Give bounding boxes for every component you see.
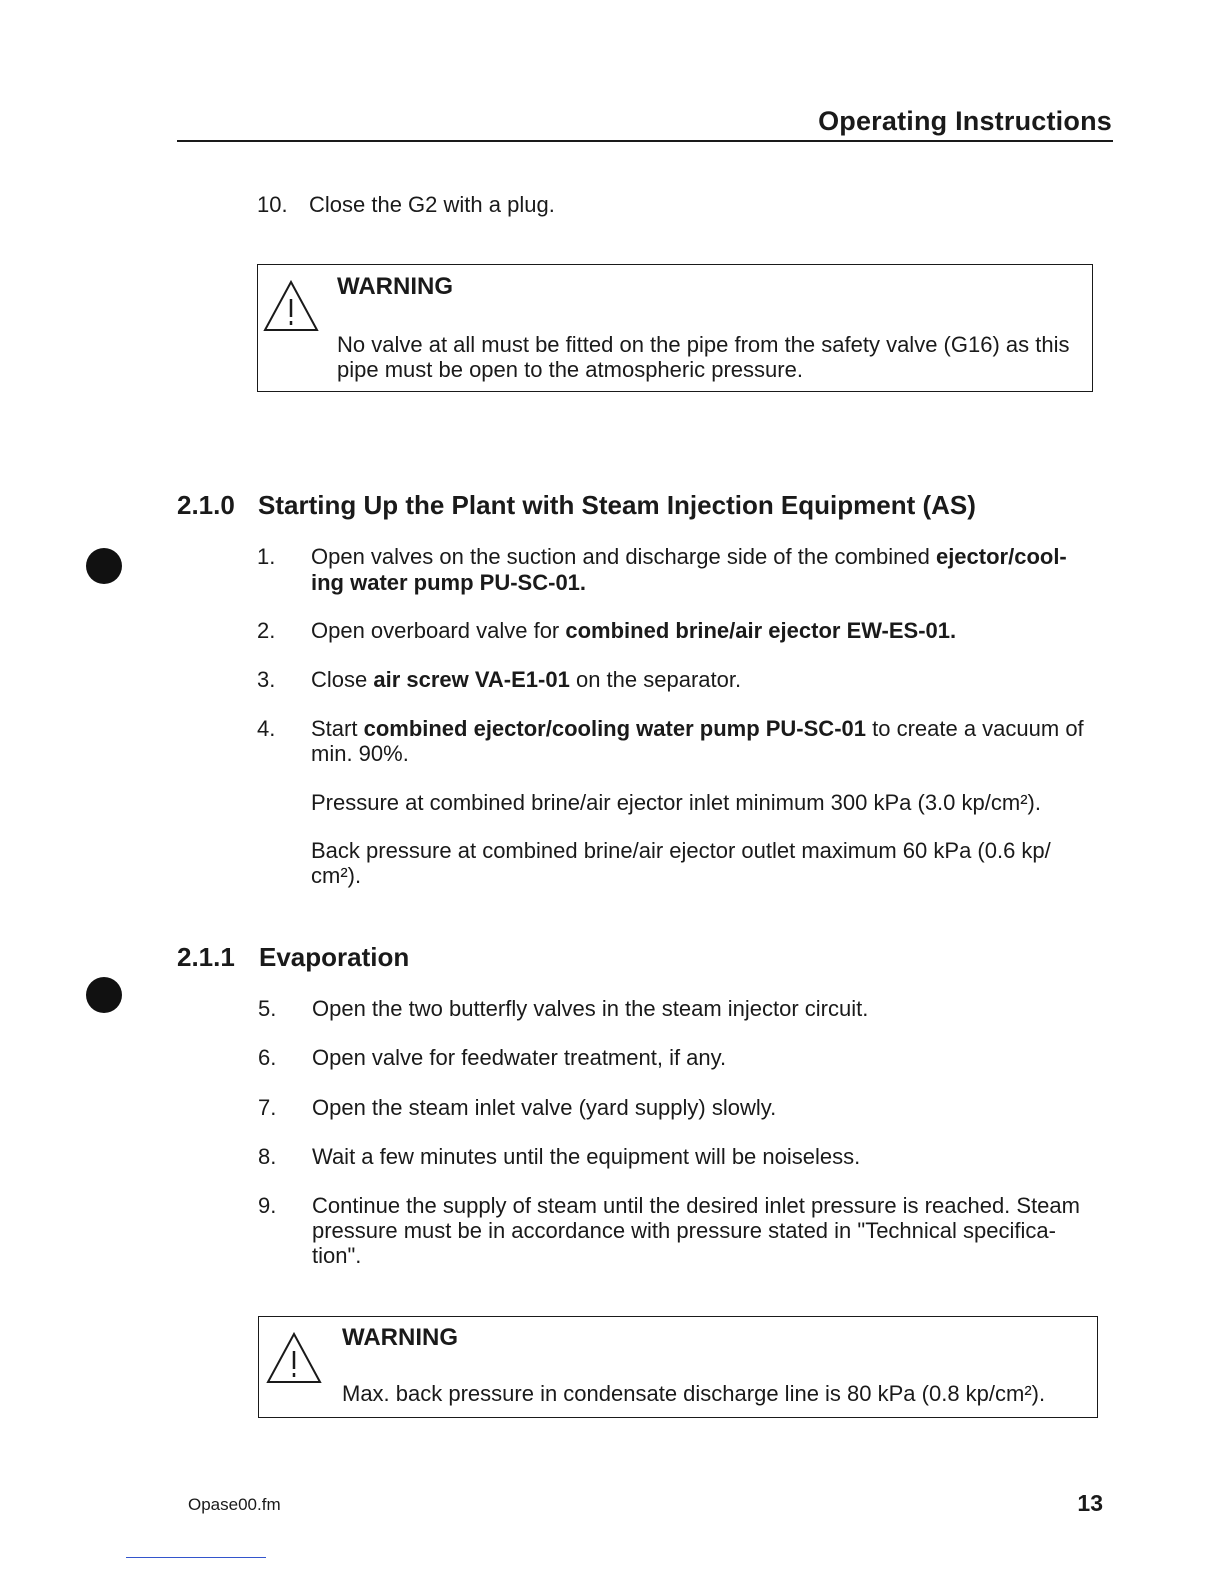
step-number: 3.	[257, 667, 276, 692]
step-text: Close air screw VA-E1-01 on the separator.	[311, 667, 742, 692]
step-number: 9.	[258, 1193, 277, 1218]
step-text: Wait a few minutes until the equipment will be noiseless.	[312, 1144, 861, 1169]
step-text: Open valve for feedwater treatment, if any.	[312, 1045, 727, 1070]
step-text: Open the steam inlet valve (yard supply) slowly.	[312, 1095, 777, 1120]
page-header-title: Operating Instructions	[818, 106, 1112, 136]
header-divider	[177, 140, 1113, 142]
warning-title: WARNING	[337, 273, 453, 300]
step-text: Continue the supply of steam until the desired inlet pressure is reached. Steam	[312, 1193, 1080, 1218]
step-text: Open overboard valve for combined brine/air ejector EW-ES-01.	[311, 618, 957, 643]
warning-text-line: pipe must be open to the atmospheric pressure.	[337, 357, 803, 382]
warning-box	[257, 264, 1093, 392]
step-number: 7.	[258, 1095, 277, 1120]
warning-text-line: Max. back pressure in condensate discharge line is 80 kPa (0.8 kp/cm²).	[342, 1381, 1046, 1406]
step-text-continuation: pressure must be in accordance with pressure stated in "Technical specifica-	[312, 1218, 1056, 1243]
step-number: 8.	[258, 1144, 277, 1169]
step-number: 1.	[257, 544, 276, 569]
step-text: Close the G2 with a plug.	[309, 192, 555, 217]
step-text-continuation: min. 90%.	[311, 741, 409, 766]
section-number: 2.1.1	[177, 942, 235, 972]
warning-box	[258, 1316, 1098, 1418]
step-number: 4.	[257, 716, 276, 741]
section-number: 2.1.0	[177, 490, 235, 520]
step-text-continuation: tion".	[312, 1243, 362, 1268]
back-pressure-paragraph: Back pressure at combined brine/air ejector outlet maximum 60 kPa (0.6 kp/	[311, 838, 1051, 863]
pressure-paragraph: Pressure at combined brine/air ejector inlet minimum 300 kPa (3.0 kp/cm²).	[311, 790, 1041, 815]
step-text-continuation: ing water pump PU-SC-01.	[311, 570, 587, 595]
step-number: 5.	[258, 996, 277, 1021]
step-number: 2.	[257, 618, 276, 643]
bottom-link-underline	[126, 1557, 266, 1558]
section-title: Starting Up the Plant with Steam Injection Equipment (AS)	[258, 490, 976, 520]
margin-bullet	[86, 548, 122, 584]
warning-triangle-icon	[262, 279, 320, 333]
step-text: Start combined ejector/cooling water pump PU-SC-01 to create a vacuum of	[311, 716, 1084, 741]
step-text: Open the two butterfly valves in the steam injector circuit.	[312, 996, 869, 1021]
back-pressure-paragraph-continuation: cm²).	[311, 863, 362, 888]
page-number: 13	[1077, 1490, 1103, 1516]
margin-bullet	[86, 977, 122, 1013]
warning-title: WARNING	[342, 1324, 458, 1351]
step-text: Open valves on the suction and discharge side of the combined ejector/cool-	[311, 544, 1067, 569]
section-title: Evaporation	[259, 942, 410, 972]
warning-triangle-icon	[265, 1331, 323, 1385]
footer-filename: Opase00.fm	[188, 1495, 281, 1514]
step-number: 10.	[257, 192, 288, 217]
step-number: 6.	[258, 1045, 277, 1070]
warning-text-line: No valve at all must be fitted on the pipe from the safety valve (G16) as this	[337, 332, 1070, 357]
